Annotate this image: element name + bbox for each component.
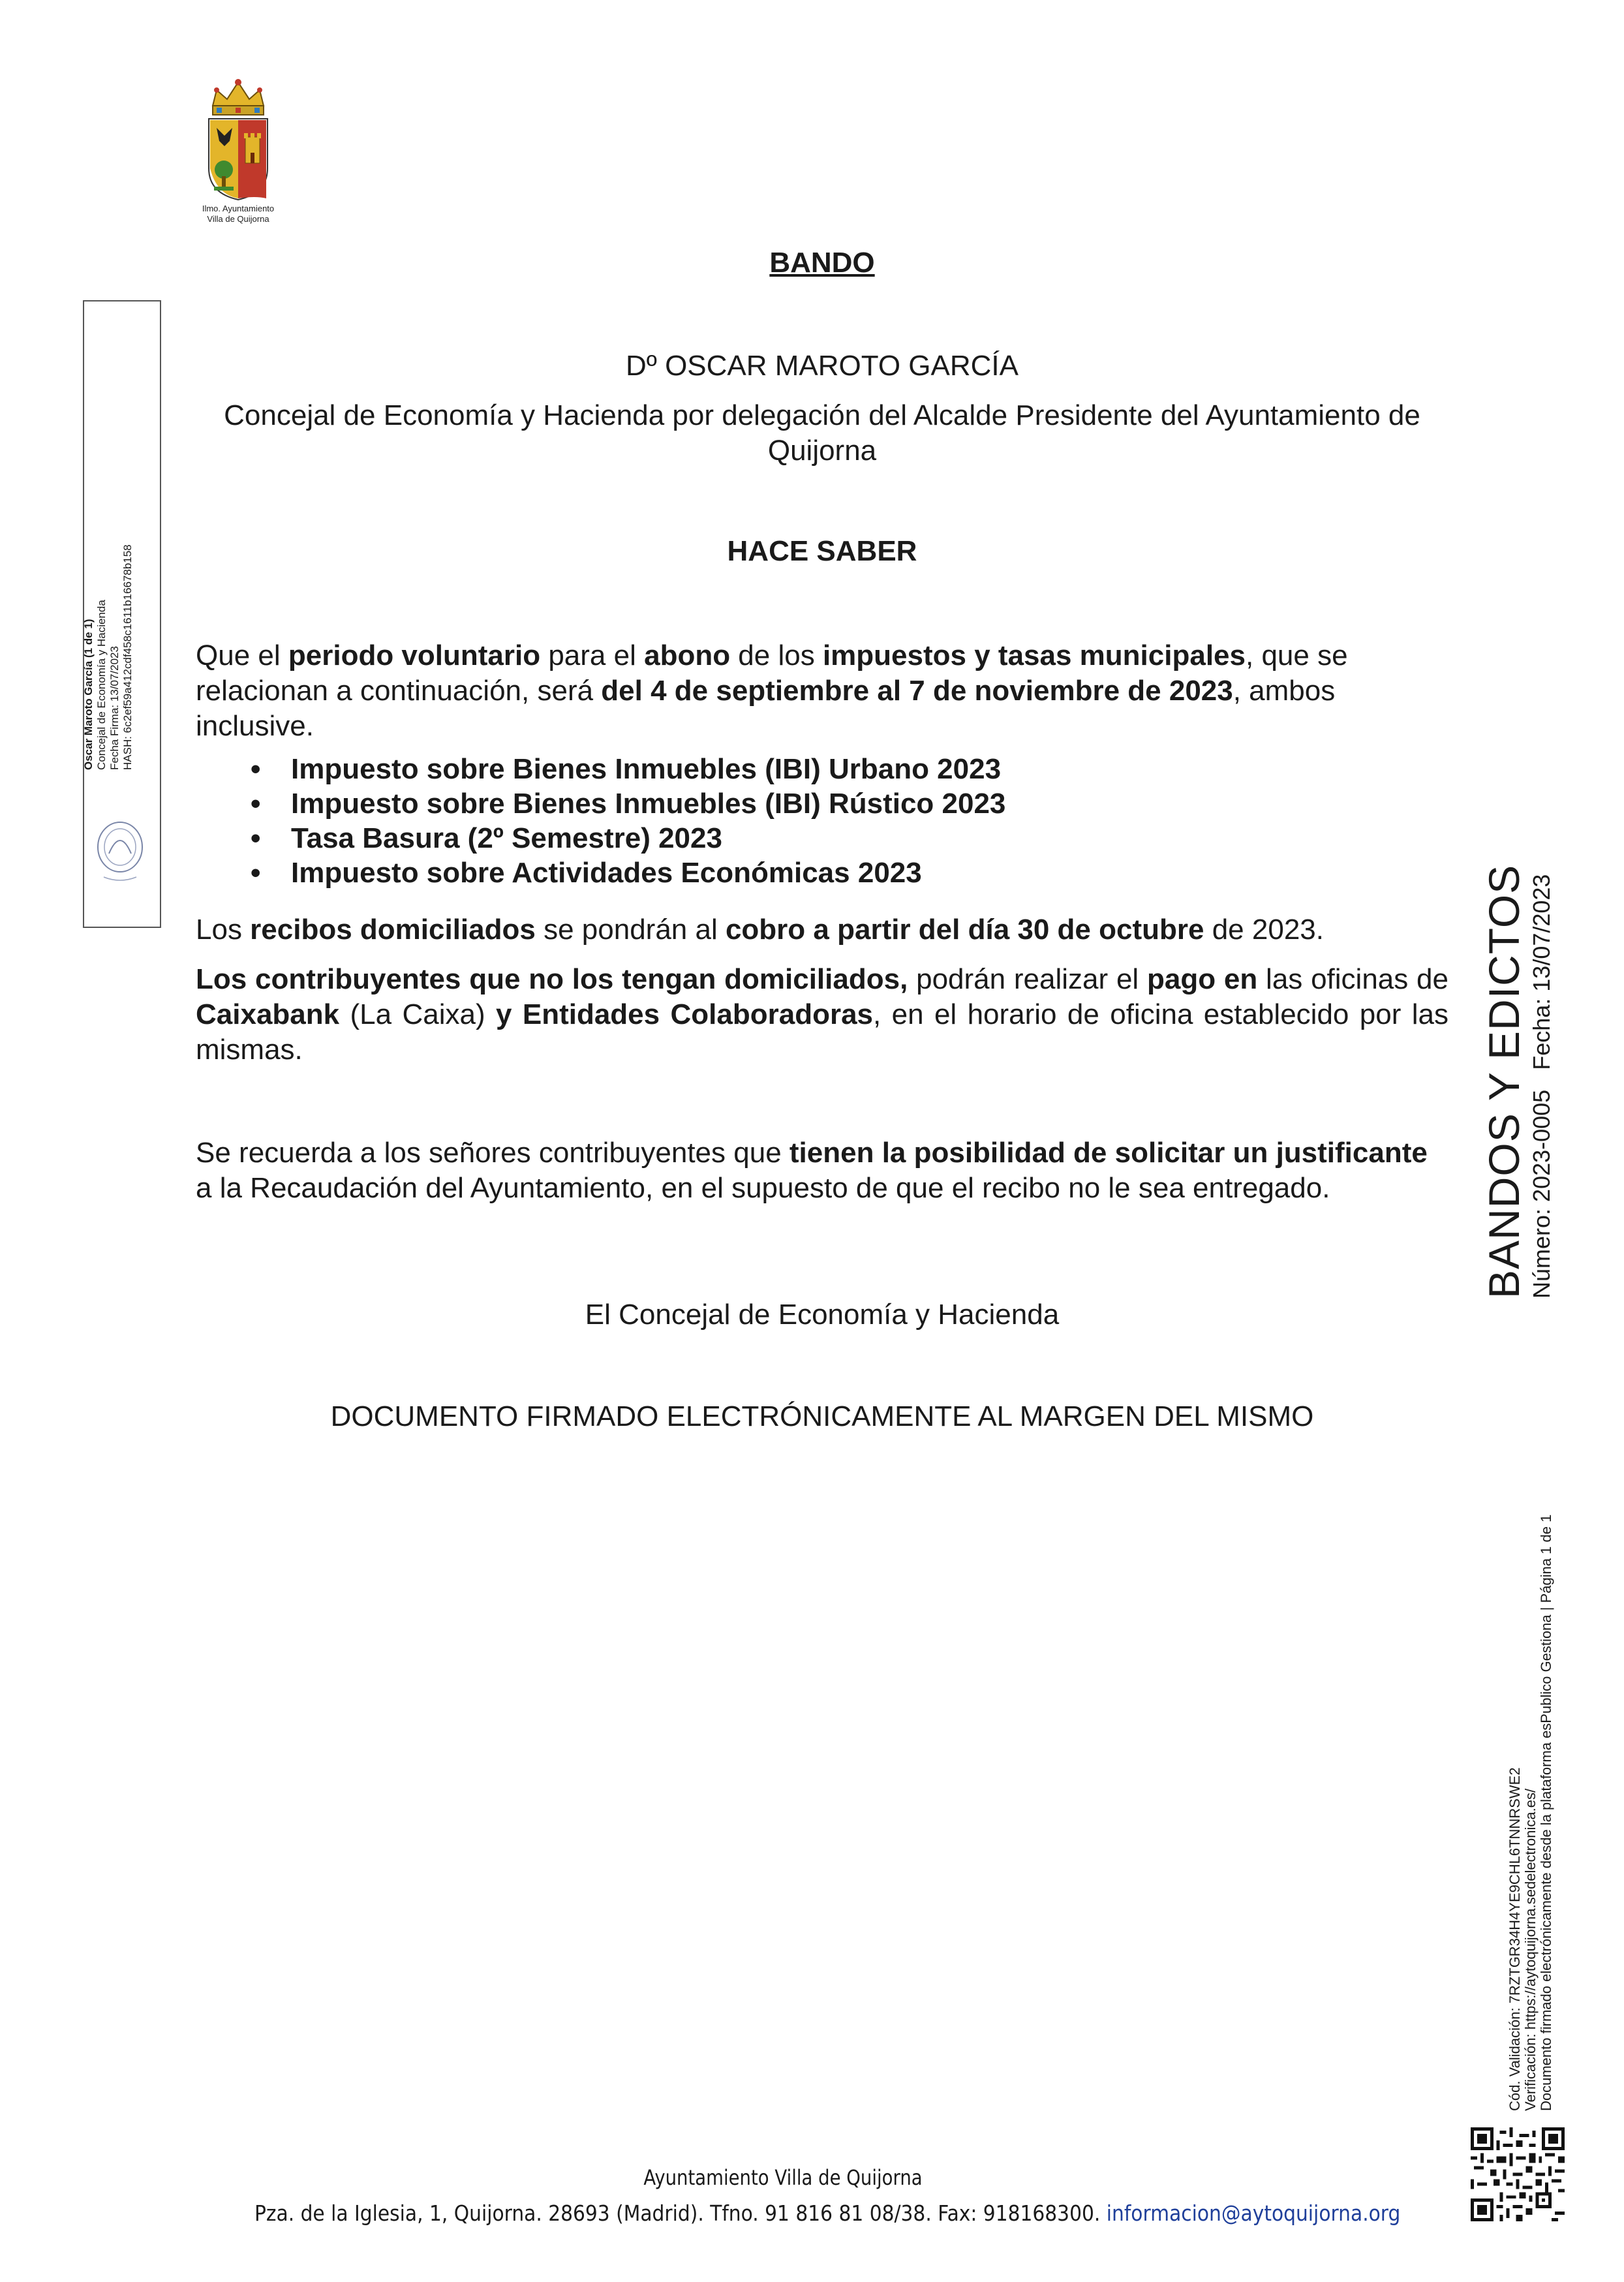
- tax-item-label: Tasa Basura (2º Semestre) 2023: [291, 822, 722, 854]
- registry-stamp-details: [1528, 842, 1555, 1299]
- verification-code: Cód. Validación: 7RZTGR34H4YE9CHL6TNNRSWE2: [1507, 1767, 1523, 2111]
- intro-text-2: para el: [540, 640, 645, 671]
- shield-icon: [209, 119, 268, 200]
- list-item: [196, 821, 1448, 856]
- pago-bold-3: Caixabank: [196, 998, 340, 1030]
- pago-text-1: podrán realizar el: [908, 963, 1147, 995]
- announcement-heading: HACE SABER: [727, 535, 917, 567]
- pago-bold-1: Los contribuyentes que no los tengan domiciliados,: [196, 963, 908, 995]
- recibos-text-1: Los: [196, 914, 251, 946]
- bullet-icon: •: [251, 753, 261, 785]
- registry-stamp: [1482, 842, 1554, 1299]
- signature-role: Concejal de Economía y Hacienda: [95, 600, 108, 770]
- recibos-text-2: se pondrán al: [535, 914, 726, 946]
- recibos-bold-1: recibos domiciliados: [250, 914, 536, 946]
- signatory-name: Dº OSCAR MAROTO GARCÍA: [626, 350, 1019, 382]
- footer-organization: Ayuntamiento Villa de Quijorna: [643, 2165, 923, 2190]
- intro-bold-3: impuestos y tasas municipales: [822, 640, 1246, 671]
- tax-item-label: Impuesto sobre Bienes Inmuebles (IBI) Rústico 2023: [291, 788, 1006, 820]
- document-title: BANDO: [769, 247, 875, 279]
- signatory-role: Concejal de Economía y Hacienda por delegación del Alcalde Presidente del Ayuntamiento de Quijorna: [224, 399, 1420, 467]
- intro-text-5: , ambos inclusive.: [196, 675, 1336, 742]
- bullet-icon: •: [251, 857, 261, 889]
- list-item: [196, 752, 1448, 786]
- crown-icon: [213, 79, 264, 115]
- recuerda-paragraph: [196, 1135, 1448, 1206]
- intro-paragraph: [196, 638, 1448, 744]
- tax-list: [196, 752, 1448, 890]
- tax-item-label: Impuesto sobre Bienes Inmuebles (IBI) Urbano 2023: [291, 753, 1002, 785]
- intro-bold-1: periodo voluntario: [288, 640, 541, 671]
- signature-seal-icon: [91, 814, 149, 886]
- electronic-signature-note: DOCUMENTO FIRMADO ELECTRÓNICAMENTE AL MARGEN DEL MISMO: [330, 1400, 1314, 1432]
- footer-email-link[interactable]: informacion@aytoquijorna.org: [1106, 2200, 1401, 2226]
- pago-bold-4: y Entidades Colaboradoras: [496, 998, 874, 1030]
- footer-address: Pza. de la Iglesia, 1, Quijorna. 28693 (Madrid). Tfno. 91 816 81 08/38. Fax: 918168300.: [254, 2200, 1107, 2226]
- recuerda-text-1: Se recuerda a los señores contribuyentes que: [196, 1137, 789, 1169]
- signature-date: Fecha Firma: 13/07/2023: [108, 646, 121, 770]
- tax-item-label: Impuesto sobre Actividades Económicas 2023: [291, 857, 922, 889]
- bullet-icon: •: [251, 788, 261, 820]
- pago-text-2: las oficinas de: [1257, 963, 1448, 995]
- list-item: [196, 786, 1448, 821]
- closing-signature-role: El Concejal de Economía y Hacienda: [585, 1299, 1060, 1331]
- recibos-paragraph: [196, 912, 1448, 948]
- recibos-text-3: de 2023.: [1204, 914, 1324, 946]
- intro-bold-2: abono: [644, 640, 731, 671]
- recuerda-text-2: a la Recaudación del Ayuntamiento, en el supuesto de que el recibo no le sea entregado.: [196, 1172, 1330, 1204]
- recibos-bold-2: cobro a partir del día 30 de octubre: [725, 914, 1204, 946]
- list-item: [196, 856, 1448, 890]
- registry-stamp-title: BANDOS Y EDICTOS: [1480, 864, 1528, 1299]
- crest-caption: [176, 204, 300, 224]
- footer-contact: [254, 2200, 1401, 2226]
- pago-bold-2: pago en: [1147, 963, 1258, 995]
- registry-number: Número: 2023-0005: [1528, 1089, 1555, 1299]
- verification-url: Verificación: https://aytoquijorna.sedelectronica.es/: [1522, 1788, 1539, 2111]
- intro-text-3: de los: [730, 640, 823, 671]
- crest-caption-line-1: Ilmo. Ayuntamiento: [202, 204, 275, 213]
- pago-text-3: (La Caixa): [339, 998, 496, 1030]
- bullet-icon: •: [251, 822, 261, 854]
- intro-text-4: , que se relacionan a continuación, será: [196, 640, 1348, 707]
- verification-block: [1507, 1426, 1566, 2111]
- recuerda-bold-1: tienen la posibilidad de solicitar un justificante: [789, 1137, 1428, 1169]
- qr-code-icon: [1471, 2127, 1565, 2221]
- pago-text-4: , en el horario de oficina establecido por las mismas.: [196, 998, 1448, 1066]
- intro-text-1: Que el: [196, 640, 288, 671]
- signature-box-text: [82, 483, 154, 770]
- signature-signer: Oscar Maroto García (1 de 1): [82, 619, 95, 770]
- signature-hash: HASH: 6c2ef59a412cdf458c1611b16678b158: [121, 544, 134, 770]
- intro-bold-4: del 4 de septiembre al 7 de noviembre de 2023: [601, 675, 1233, 707]
- crest-caption-line-2: Villa de Quijorna: [207, 214, 269, 224]
- verification-platform-note: Documento firmado electrónicamente desde la plataforma esPublico Gestiona | Página 1 de 1: [1538, 1514, 1554, 2111]
- registry-date: Fecha: 13/07/2023: [1528, 874, 1555, 1070]
- pago-paragraph: [196, 962, 1448, 1068]
